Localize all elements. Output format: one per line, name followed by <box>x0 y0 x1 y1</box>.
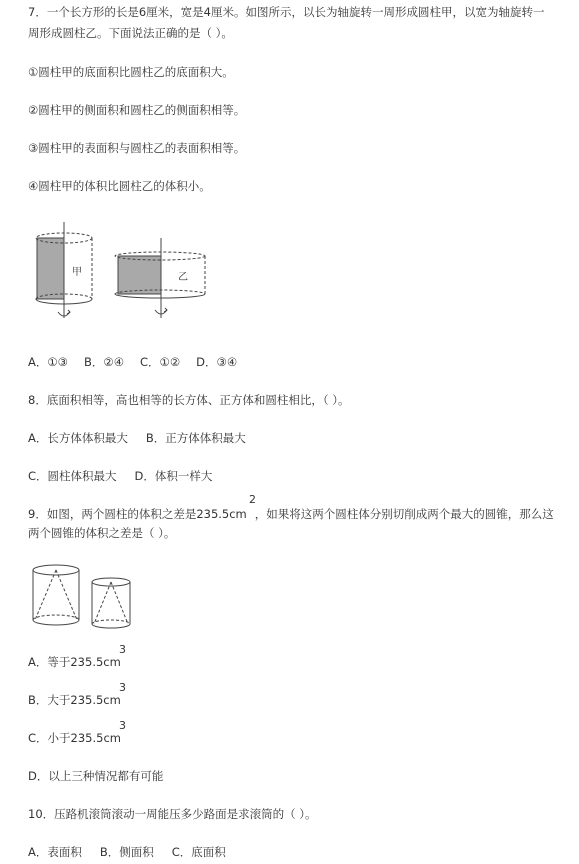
q9-option-d[interactable]: D．以上三种情况都有可能 <box>28 769 164 783</box>
q7-statement-3: ③圆柱甲的表面积与圆柱乙的表面积相等。 <box>28 141 246 155</box>
cylinder-small <box>92 578 130 628</box>
q9-stem-superscript: 2 <box>249 493 256 506</box>
q10-option-c[interactable]: C．底面积 <box>171 845 226 859</box>
cylinder-large <box>33 565 79 625</box>
q9-stem-line1 <box>28 506 554 522</box>
q9-cylinders-figure <box>28 562 148 632</box>
q10-option-b[interactable]: B．侧面积 <box>99 845 154 859</box>
q7-stem-line2: 周形成圆柱乙。下面说法正确的是（ ）。 <box>28 26 233 40</box>
q9-stem-head: 9．如图，两个圆柱的体积之差是235.5cm <box>28 507 247 521</box>
q9-option-c[interactable]: C．小于235.5cm <box>28 731 121 745</box>
q7-cylinder-figure <box>28 214 218 326</box>
q9-option-a[interactable]: A．等于235.5cm <box>28 655 121 669</box>
q7-option-b[interactable]: B．②④ <box>84 355 125 369</box>
q7-option-d[interactable]: D．③④ <box>196 355 238 369</box>
q9-stem-tail: ，如果将这两个圆柱体分别切削成两个最大的圆锥，那么这 <box>254 507 554 521</box>
q7-statement-1: ①圆柱甲的底面积比圆柱乙的底面积大。 <box>28 65 234 79</box>
label-jia: 甲 <box>72 267 82 278</box>
q10-stem: 10．压路机滚筒滚动一周能压多少路面是求滚筒的（ ）。 <box>28 807 317 821</box>
q9-option-a-superscript: 3 <box>119 643 126 656</box>
q7-option-a[interactable]: A．①③ <box>28 355 68 369</box>
cylinder-jia <box>36 222 92 318</box>
q9-option-c-superscript: 3 <box>119 719 126 732</box>
q8-options-row2 <box>28 468 212 484</box>
q7-statement-4: ④圆柱甲的体积比圆柱乙的体积小。 <box>28 179 211 193</box>
q10-option-a[interactable]: A．表面积 <box>28 845 82 859</box>
q9-stem-line2: 两个圆锥的体积之差是（ ）。 <box>28 526 176 540</box>
q7-statement-2: ②圆柱甲的侧面积和圆柱乙的侧面积相等。 <box>28 103 246 117</box>
q7-options <box>28 354 237 370</box>
q9-option-b[interactable]: B．大于235.5cm <box>28 693 121 707</box>
q7-stem-line1: 7．一个长方形的长是6厘米，宽是4厘米。如图所示，以长为轴旋转一周形成圆柱甲，以宽为轴旋转一 <box>28 5 545 19</box>
q8-option-c[interactable]: C．圆柱体积最大 <box>28 469 117 483</box>
label-yi: 乙 <box>178 272 188 283</box>
q8-stem: 8．底面积相等，高也相等的长方体、正方体和圆柱相比，（ ）。 <box>28 393 350 407</box>
q7-option-c[interactable]: C．①② <box>140 355 181 369</box>
q8-option-a[interactable]: A．长方体体积最大 <box>28 431 128 445</box>
q9-option-b-superscript: 3 <box>119 681 126 694</box>
q8-option-b[interactable]: B．正方体体积最大 <box>145 431 246 445</box>
q8-options-row1 <box>28 430 246 446</box>
q10-options <box>28 844 226 860</box>
q8-option-d[interactable]: D．体积一样大 <box>134 469 213 483</box>
cylinder-yi <box>115 238 205 318</box>
